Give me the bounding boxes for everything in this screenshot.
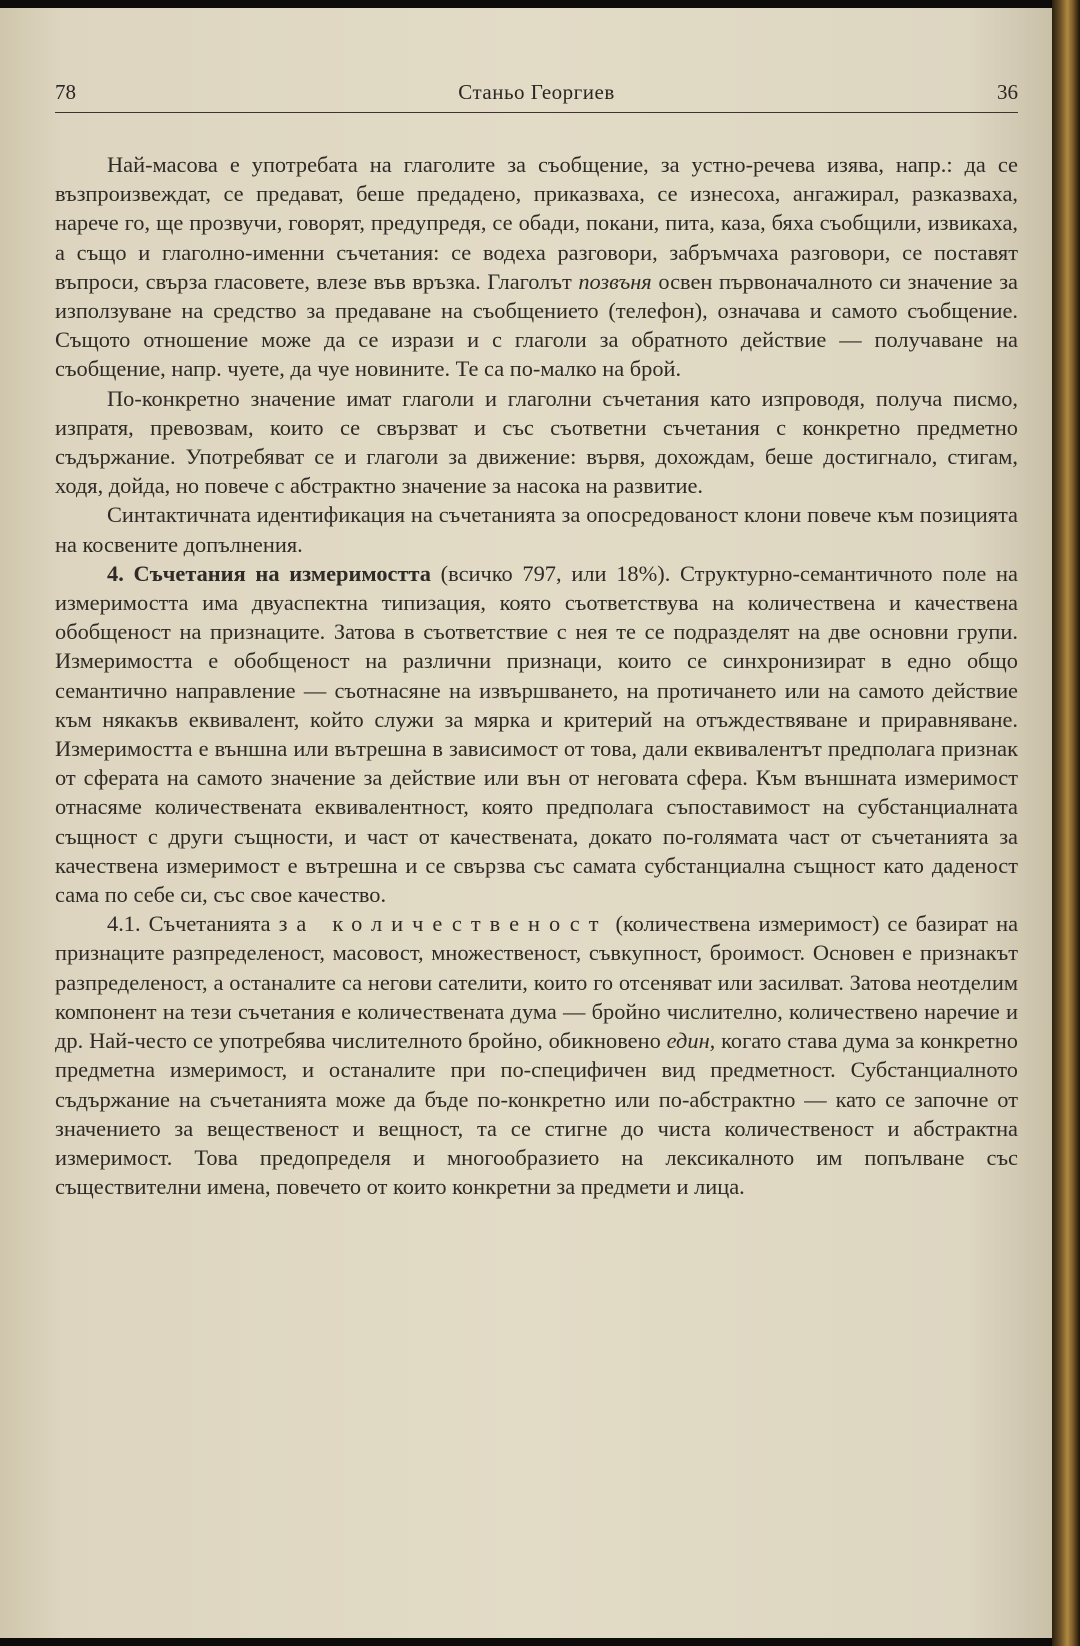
section-4-heading: 4. Съчетания на измеримостта [107, 560, 431, 586]
chapter-number: 36 [997, 80, 1018, 104]
subsection-4-1-spaced-term: за количественост [278, 911, 608, 937]
paragraph-3: Синтактичната идентификация на съчетанията за опосредованост клони повече към позицията на косвените допълнения. [55, 502, 1018, 557]
paragraph-5 [55, 909, 1018, 1201]
header-rule [55, 112, 1018, 113]
page-body [55, 150, 1018, 1201]
paragraph-5-text-b: когато става дума за конкретно предметна измеримост, и останалите при по-специфичен вид предметност. Субстанциалното съдържание на съчетанията може да бъде по-конкретно или по-абстрактно — като се започне от значението за вещественост и вещност, та се стигне до чиста количественост и абстрактна измеримост. Това предопределя и многообразието на лексикалното им попълване със съществителни имена, повечето от които конкретни за предмети и лица. [55, 1028, 1018, 1200]
paragraph-4 [55, 559, 1018, 909]
paragraph-4-text: (всичко 797, или 18%). Структурно-семантичното поле на измеримостта има двуаспектна типизация, която съответствува на количествена и качествена обобщеност на признаците. Затова в съответствие с нея те се подразделят на две основни групи. Измеримостта е обобщеност на различни признаци, които се синхронизират в едно общо семантично направление — съотнасяне на извършването, на протичането или на самото действие към някакъв еквивалент, който служи за мярка и критерий на отъждествяване и приравняване. Измеримостта е външна или вътрешна в зависимост от това, дали еквивалентът предполага признак от сферата на самото значение за действие или вън от неговата сфера. Към външната измеримост отнасяме количествената еквивалентност, която предполага съпоставимост на субстанциалната същност с други същности, и част от качествената, докато по-голямата част от съчетанията за качествена измеримост е вътрешна и се свързва със самата субстанциална същност като даденост сама по себе си, със свое качество. [55, 560, 1018, 908]
running-head-author: Станьо Георгиев [458, 80, 615, 104]
page-number: 78 [55, 80, 76, 104]
paragraph-5-italic-term: един, [666, 1028, 716, 1054]
book-spine [1052, 0, 1080, 1646]
paragraph-2: По-конкретно значение имат глаголи и глаголни съчетания като изпроводя, получа писмо, изпратя, превозвам, които се свързват и със съответни съчетания с конкретно предметно съдържание. Употребяват се и глаголи за движение: вървя, дохождам, беше достигнало, стигам, ходя, дойда, но повече с абстрактно значение за насока на развитие. [55, 385, 1018, 499]
running-header [55, 80, 1018, 112]
paragraph-5-text-a: (количествена измеримост) се базират на признаците разпределеност, масовост, множественост, съвкупност, броимост. Основен е признакът разпределеност, а останалите са негови сателити, които го отсеняват или засилват. Затова неотделим компонент на тези съчетания е количествената дума — бройно числително, количествено наречие и др. Най-често се употребява числителното бройно, обикновено [55, 911, 1019, 1054]
paragraph-1-italic-term: позвъня [578, 268, 652, 294]
paragraph-1-text-a: Най-масова е употребата на глаголите за съобщение, за устно-речева изява, напр.: да се възпроизвеждат, се предават, беше предадено, приказваха, се изнесоха, ангажирал, разказваха, нарече го, ще прозвучи, говорят, предупредя, се обади, покани, пита, каза, бяха съобщили, извикаха, а също и глаголно-именни съчетания: се водеха разговори, забръмчаха разговори, се поставят въпроси, свърза гласовете, влезе във връзка. Глаголът [55, 152, 1018, 294]
paragraph-1-text-b: освен първоначалното си значение за използуване на средство за предаване на съобщението (телефон), означава и самото съобщение. Същото отношение може да се изрази и с глаголи за обратното действие — получаване на съобщение, напр. чуете, да чуе новините. Те са по-малко на брой. [55, 268, 1018, 382]
book-page [0, 8, 1052, 1638]
subsection-4-1-lead: 4.1. Съчетанията [107, 911, 279, 937]
paragraph-1 [55, 150, 1018, 384]
